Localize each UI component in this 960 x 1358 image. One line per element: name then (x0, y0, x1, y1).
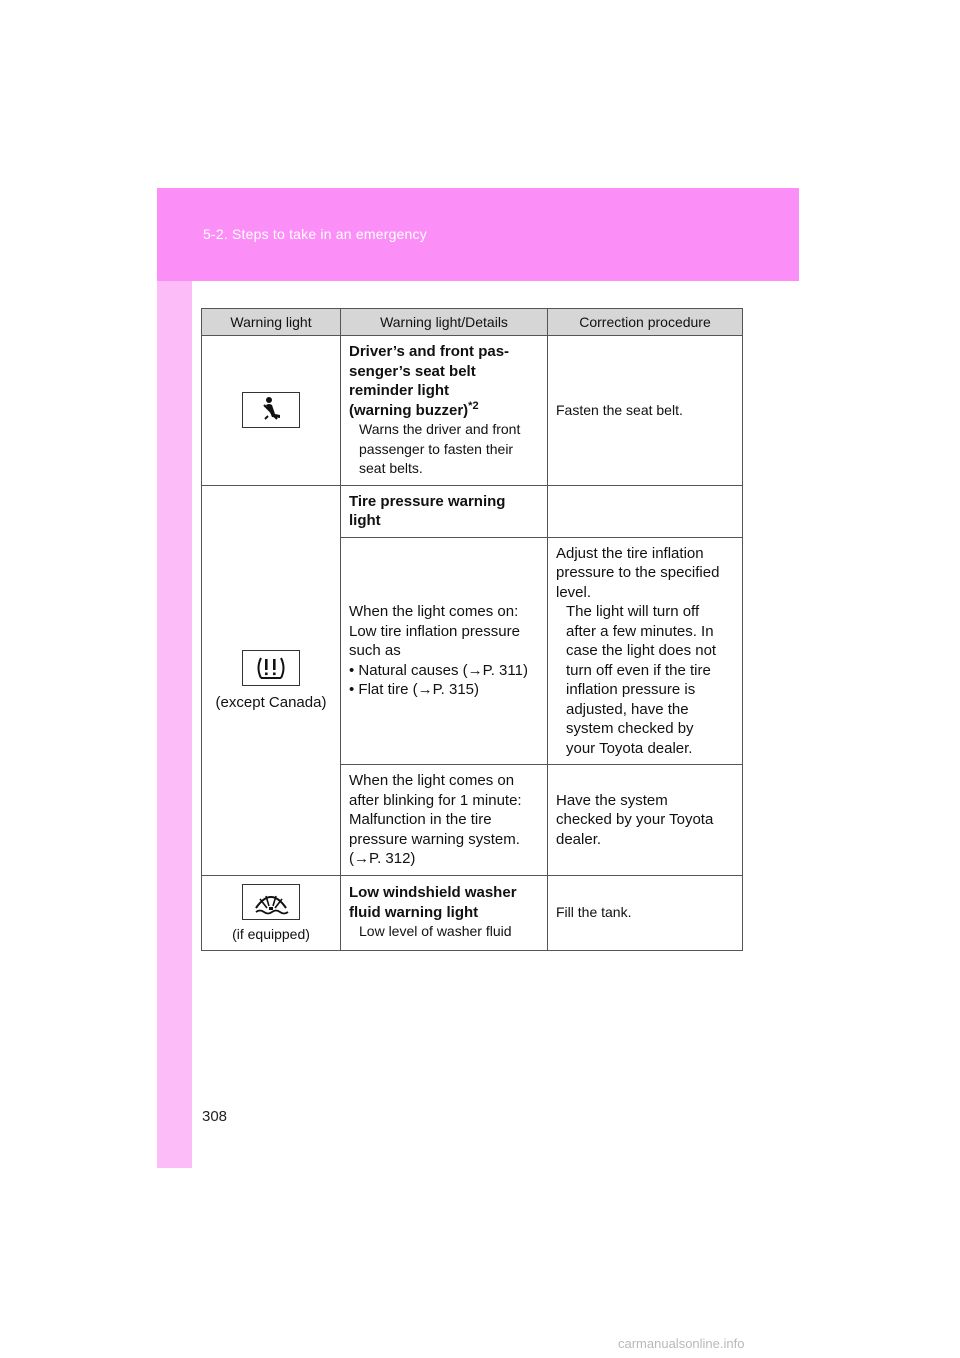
column-header: Correction procedure (548, 309, 743, 336)
table-header-row (202, 309, 743, 336)
page-number: 308 (202, 1108, 228, 1125)
column-header: Warning light (202, 309, 341, 336)
procedure-cell (548, 485, 743, 537)
column-header: Warning light/Details (341, 309, 548, 336)
procedure-note: The light will turn off after a few minutes. In case the light does not turn off even if the tire inflation pressure is adjusted, have the system checked by your Toyota dealer. (566, 603, 717, 757)
footnote-marker: *2 (468, 399, 479, 412)
icon-caption: (except Canada) (215, 693, 327, 711)
table-row (202, 485, 743, 537)
table-row (202, 875, 743, 950)
warning-title: Low windshield washer fluid warning light (349, 884, 517, 921)
seatbelt-icon (242, 392, 300, 428)
warning-light-table (201, 308, 743, 951)
section-title: 5-2. Steps to take in an emergency (203, 226, 427, 242)
details-cell: When the light comes on: Low tire inflation pressure such as • Natural causes (→P. 311) • Flat tire (→P. 315) (341, 537, 548, 765)
procedure-cell: Adjust the tire inflation pressure to the specified level. The light will turn off after a few minutes. In case the light does not turn off even if the tire inflation pressure is adjusted, have the system checked by your Toyota dealer. (548, 537, 743, 765)
procedure-cell: Fill the tank. (548, 875, 743, 950)
icon-caption: (if equipped) (232, 925, 310, 942)
warning-title: Driver’s and front pas- senger’s seat belt reminder light (warning buzzer)$^{*2}$ (349, 343, 510, 419)
procedure-cell: Have the system checked by your Toyota dealer. (548, 765, 743, 876)
icon-cell (202, 336, 341, 486)
details-cell (341, 875, 548, 950)
tire-pressure-icon (242, 650, 300, 686)
details-cell (341, 336, 548, 486)
side-margin-strip (157, 188, 192, 1168)
warning-detail: Low level of washer fluid (359, 923, 512, 940)
icon-cell (202, 485, 341, 875)
watermark: carmanualsonline.info (618, 1336, 745, 1351)
procedure-cell: Fasten the seat belt. (548, 336, 743, 486)
details-cell: When the light comes on after blinking for 1 minute: Malfunction in the tire pressure warning system. (→P. 312) (341, 765, 548, 876)
icon-cell (202, 875, 341, 950)
washer-fluid-icon (242, 884, 300, 920)
warning-title: Tire pressure warning light (341, 485, 548, 537)
table-row (202, 336, 743, 486)
warning-detail: Warns the driver and front passenger to fasten their seat belts. (359, 421, 521, 476)
